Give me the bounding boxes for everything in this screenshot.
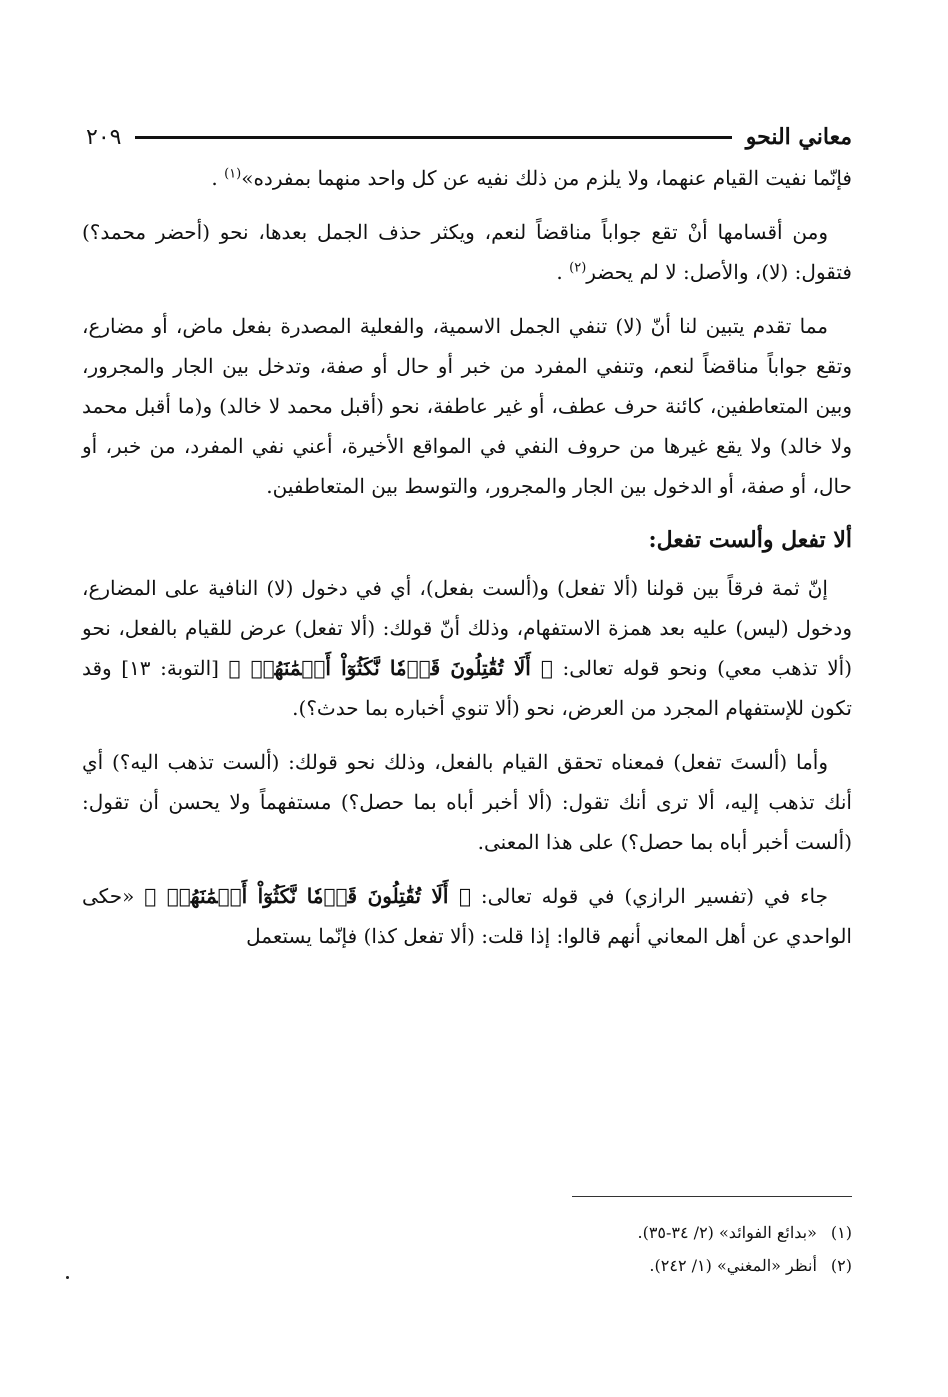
paragraph-4-text-a: إنّ ثمة فرقاً بين قولنا (ألا تفعل) و(ألست بفعل)، أي في دخول (لا) النافية على المضارع، ودخول (ليس) عليه بعد همزة الاستفهام، وذلك أنّ قولك: (ألا تفعل) عرض للقيام بالفعل، نحو (ألا تذهب معي) ونحو قوله تعالى: (82, 576, 852, 680)
footnote-1 (300, 1216, 852, 1249)
paragraph-2-end: . (556, 260, 570, 284)
paragraph-1-end: . (211, 166, 225, 190)
page-number: ٢٠٩ (86, 124, 122, 150)
paragraph-4 (82, 568, 852, 728)
footnotes (300, 1216, 852, 1282)
paragraph-1-text: فإنّما نفيت القيام عنهما، ولا يلزم من ذلك نفيه عن كل واحد منهما بمفرده» (241, 166, 852, 190)
paragraph-4-text-b: [التوبة: ١٣] وقد تكون للإستفهام المجرد من العرض، نحو (ألا تنوي أخباره بما حدث؟). (82, 656, 852, 720)
footnote-text: أنظر «المغني» (١/ ٢٤٢). (649, 1256, 817, 1275)
scan-speck (66, 1276, 69, 1279)
paragraph-5: وأما (ألستَ تفعل) فمعناه تحقق القيام بالفعل، وذلك نحو قولك: (ألست تذهب اليه؟) أي أنك تذهب إليه، ألا ترى أنك تقول: (ألا أخبر أباه بما حصل؟) مستفهماً ولا يحسن أن تقول: (ألست أخبر أباه بما حصل؟) على هذا المعنى. (82, 750, 852, 854)
footnote-ref-1: (١) (224, 166, 242, 182)
paragraph-6-text-a: جاء في (تفسير الرازي) في قوله تعالى: (470, 884, 828, 908)
paragraph-1 (82, 158, 852, 198)
paragraph-2-text: ومن أقسامها أنْ تقع جواباً مناقضاً لنعم، ويكثر حذف الجمل بعدها، نحو (أحضر محمد؟) فتقول: (لا)، والأصل: لا لم يحضر (82, 220, 852, 284)
footnote-2 (300, 1249, 852, 1282)
page-header (86, 112, 852, 162)
footnote-text: «بدائع الفوائد» (٢/ ٣٤-٣٥). (637, 1223, 817, 1242)
footnote-separator (572, 1196, 852, 1197)
header-rule (135, 136, 731, 139)
paragraph-6 (82, 876, 852, 956)
section-heading: ألا تفعل وألست تفعل: (648, 527, 852, 553)
quran-verse: ﴿ أَلَا تُقَٰتِلُونَ قَوۡمٗا نَّكَثُوٓاْ أَيۡمَٰنَهُمۡ ﴾ (144, 884, 471, 908)
paragraph-3: مما تقدم يتبين لنا أنّ (لا) تنفي الجمل الاسمية، والفعلية المصدرة بفعل ماض، أو مضارع، وتقع جواباً مناقضاً لنعم، وتنفي المفرد من خبر أو حال أو صفة، وتدخل بين الجار والمجرور، وبين المتعاطفين، كائنة حرف عطف، أو غير عاطفة، نحو (أقبل محمد لا خالد) و(ما أقبل محمد ولا خالد) ولا يقع غيرها من حروف النفي في المواقع الأخيرة، أعني نفي المفرد، من خبر، أو حال، أو صفة، أو الدخول بين الجار والمجرور، والتوسط بين المتعاطفين. (82, 314, 852, 498)
footnote-number: (١) (830, 1223, 852, 1242)
paragraph-6-text-b: «حكى الواحدي عن أهل المعاني أنهم قالوا: إذا قلت: (ألا تفعل كذا) فإنّما يستعمل (82, 884, 852, 948)
running-title: معاني النحو (745, 124, 852, 150)
body-text (82, 158, 852, 970)
footnote-number: (٢) (830, 1256, 852, 1275)
quran-verse: ﴿ أَلَا تُقَٰتِلُونَ قَوۡمٗا نَّكَثُوٓاْ أَيۡمَٰنَهُمۡ ﴾ (228, 656, 553, 680)
footnote-ref-2: (٢) (569, 260, 587, 276)
paragraph-2 (82, 212, 852, 292)
